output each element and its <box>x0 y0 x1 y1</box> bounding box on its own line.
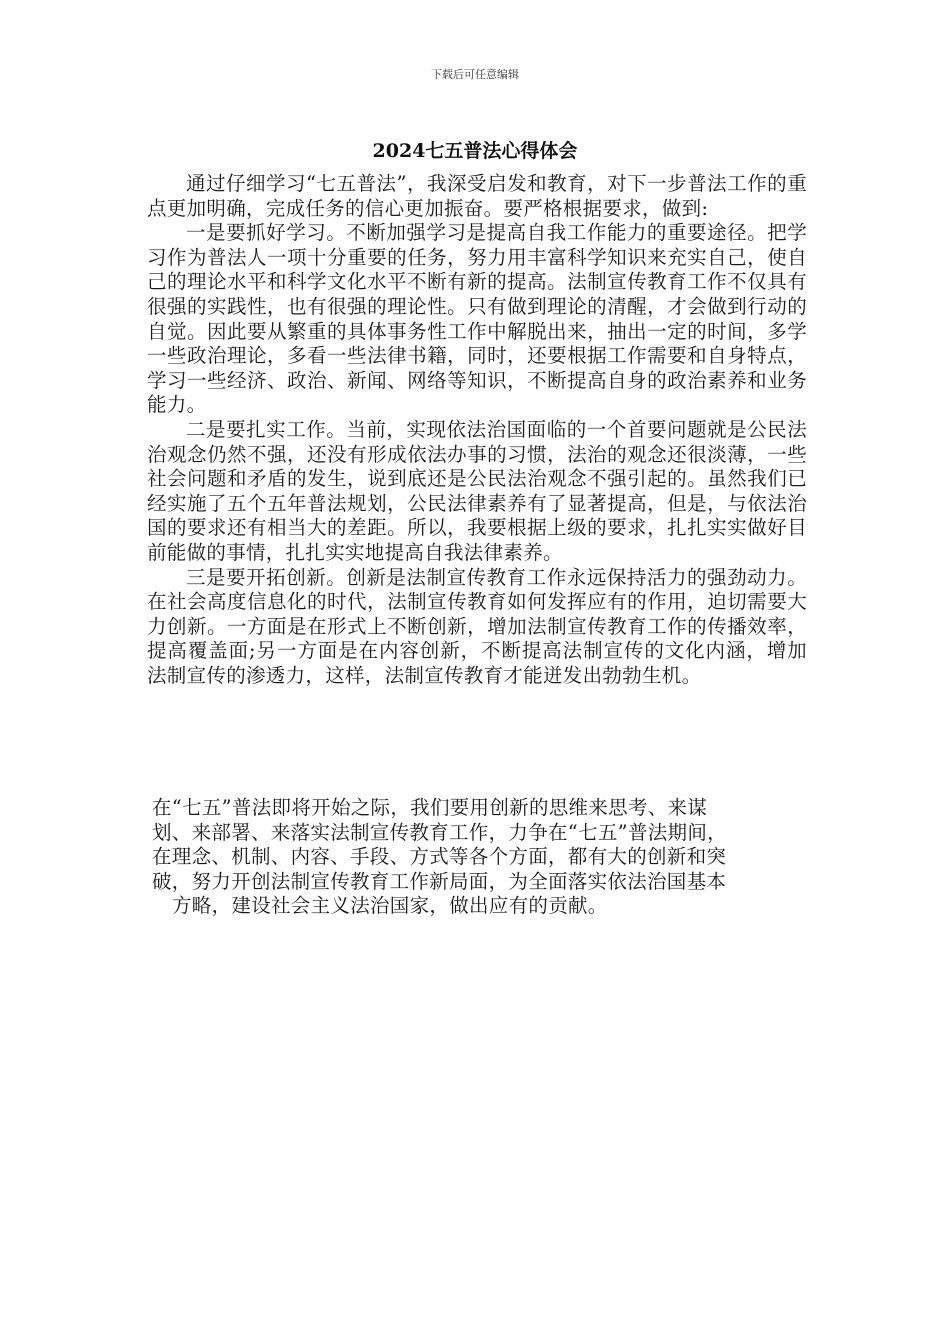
closing-line: 在“七五”普法即将开始之际，我们要用创新的思维来思考、来谋 <box>152 796 708 819</box>
closing-line: 方略，建设社会主义法治国家，做出应有的贡献。 <box>172 894 608 918</box>
paragraph-innovation: 三是要开拓创新。创新是法制宣传教育工作永远保持活力的强劲动力。在社会高度信息化的时代，法制宣传教育如何发挥应有的作用，迫切需要大力创新。一方面是在形式上不断创新，增加法制宣传教育工作的传播效率，提高覆盖面;另一方面是在内容创新，不断提高法制宣传的文化内涵，增加法制宣传的渗透力，这样，法制宣传教育才能迸发出勃勃生机。 <box>147 565 807 687</box>
closing-line: 在理念、机制、内容、手段、方式等各个方面，都有大的创新和突 <box>152 845 727 869</box>
paragraph-intro: 通过仔细学习“七五普法”，我深受启发和教育，对下一步普法工作的重点更加明确，完成任务的信心更加振奋。要严格根据要求，做到: <box>147 172 807 220</box>
paragraph-study: 一是要抓好学习。不断加强学习是提高自我工作能力的重要途径。把学习作为普法人一项十分重要的任务，努力用丰富科学知识来充实自己，使自己的理论水平和科学文化水平不断有新的提高。法制宣传教育工作不仅具有很强的实践性，也有很强的理论性。只有做到理论的清醒，才会做到行动的自觉。因此要从繁重的具体事务性工作中解脱出来，抽出一定的时间，多学一些政治理论，多看一些法律书籍，同时，还要根据工作需要和自身特点，学习一些经济、政治、新闻、网络等知识，不断提高自身的政治素养和业务能力。 <box>147 221 807 417</box>
closing-line: 破，努力开创法制宣传教育工作新局面，为全面落实依法治国基本 <box>152 869 727 893</box>
header-note: 下载后可任意编辑 <box>431 68 519 81</box>
document-body <box>147 172 807 688</box>
paragraph-work: 二是要扎实工作。当前，实现依法治国面临的一个首要问题就是公民法治观念仍然不强，还没有形成依法办事的习惯，法治的观念还很淡薄，一些社会问题和矛盾的发生，说到底还是公民法治观念不强引起的。虽然我们已经实施了五个五年普法规划，公民法律素养有了显著提高，但是，与依法治国的要求还有相当大的差距。所以，我要根据上级的要求，扎扎实实做好目前能做的事情，扎扎实实地提高自我法律素养。 <box>147 417 807 564</box>
document-title: 2024七五普法心得体会 <box>372 140 578 162</box>
closing-line: 划、来部署、来落实法制宣传教育工作，力争在“七五”普法期间， <box>152 820 727 844</box>
closing-paragraph <box>152 796 814 919</box>
